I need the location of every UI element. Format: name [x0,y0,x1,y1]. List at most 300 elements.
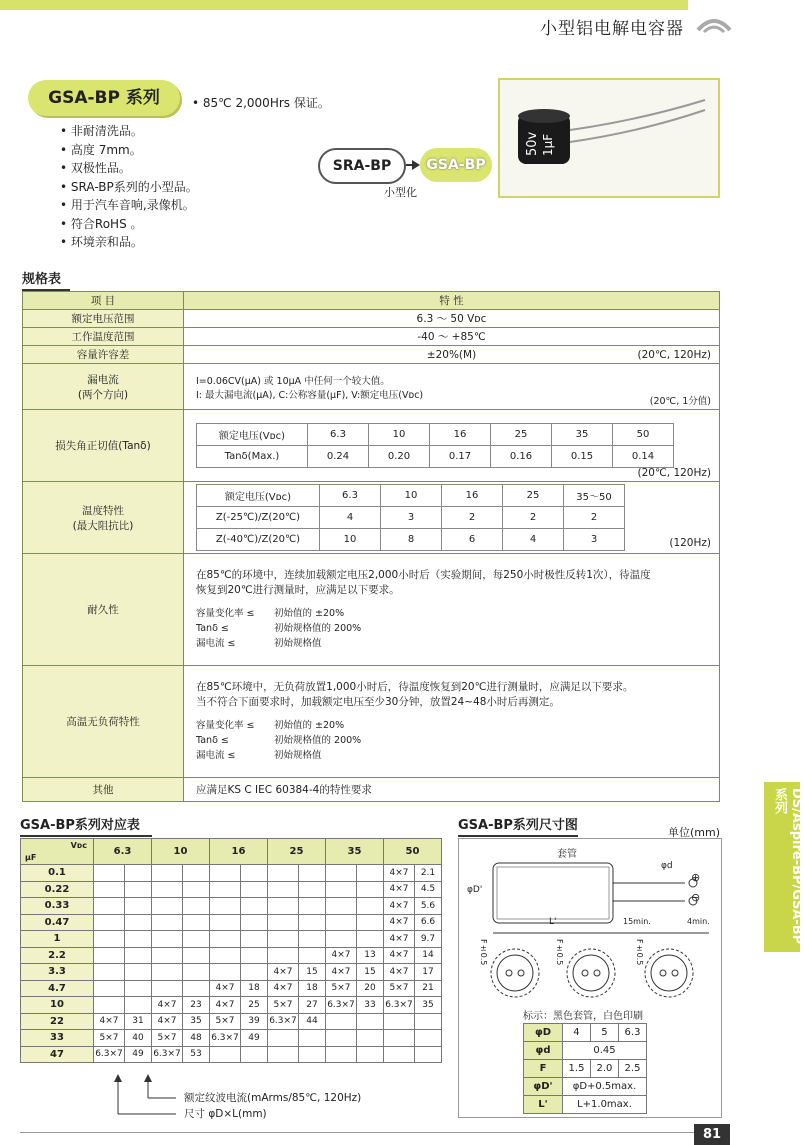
ct-size [326,898,357,915]
crit-value: 初始规格值 [274,750,322,761]
spec-heading: 规格表 [22,268,70,291]
spec-label [23,364,184,410]
ct-row [21,1046,442,1063]
ct-size [94,931,125,948]
ct-ripple [357,865,384,882]
ct-size [326,865,357,882]
ct-ripple [241,865,268,882]
ct-size: 4×7 [326,947,357,964]
crit-label: 容量变化率 ≤ [196,720,255,731]
F-label: F±0.5 [555,939,564,966]
ct-ripple [357,914,384,931]
ct-size: 4×7 [384,947,415,964]
ct-ripple [415,1013,442,1030]
spec-value: 应满足KS C IEC 60384-4的特性要求 [184,778,720,802]
ct-size [152,931,183,948]
feature-item: • 高度 7mm。 [60,141,198,160]
crit-label: 漏电流 ≤ [196,638,236,649]
ct-ripple [415,1030,442,1047]
dims-key: φd [524,1042,563,1060]
ct-ripple [299,1046,326,1063]
ct-ripple [241,1046,268,1063]
tc-voltage: 25 [503,485,564,507]
ct-ripple [183,881,210,898]
ct-size [268,865,299,882]
tc-value: 2 [442,507,503,529]
ct-uf: 22 [21,1013,94,1030]
dims-key: φD' [524,1078,563,1096]
ct-size [152,964,183,981]
ct-size: 5×7 [326,980,357,997]
plus-icon: ⊕ [691,871,701,884]
spec-col2: 特 性 [184,292,720,310]
spec-table-wrap [22,291,720,802]
tan-voltage: 16 [430,424,491,446]
ct-size: 6.3×7 [268,1013,299,1030]
spec-value: -40 ～ +85℃ [184,328,720,346]
crit-label: Tanδ ≤ [196,623,229,634]
tan-table [196,423,674,468]
tan-value: 0.24 [308,446,369,468]
arrow-icon [412,160,420,170]
tan-head: 额定电压(Vᴅᴄ) [197,424,308,446]
ct-size: 5×7 [210,1013,241,1030]
ct-size [210,964,241,981]
ct-size [94,881,125,898]
ct-size [326,914,357,931]
tc-voltage: 6.3 [320,485,381,507]
spec-line: I: 最大漏电流(μA), C:公称容量(μF), V:额定电压(Vᴅᴄ) [196,389,424,401]
ct-ripple: 17 [415,964,442,981]
side-tab-label: DS/Aspire-BP/GSA-BP 系列 [772,788,804,945]
minus-icon: ⊖ [691,891,701,904]
dims-value: 2.0 [590,1060,618,1078]
tan-voltage: 10 [369,424,430,446]
tc-value: 2 [503,507,564,529]
spec-value-cell [184,554,720,666]
dims-value: L+1.0max. [563,1096,647,1114]
ct-ripple: 35 [415,997,442,1014]
ct-ripple: 39 [241,1013,268,1030]
ct-ripple [241,898,268,915]
ct-row [21,914,442,931]
tc-voltage: 10 [381,485,442,507]
ct-ripple [183,898,210,915]
dims-table-wrap [523,1023,647,1114]
ct-ripple: 14 [415,947,442,964]
tan-row-label: Tanδ(Max.) [197,446,308,468]
ct-size [384,1013,415,1030]
ct-ripple [183,865,210,882]
ct-ripple: 23 [183,997,210,1014]
dims-row [524,1024,647,1042]
ct-voltage: 50 [384,839,442,865]
spec-value-cell [184,346,720,364]
ct-ripple: 33 [357,997,384,1014]
spec-label: 耐久性 [23,554,184,666]
spec-value: ±20%(M) [426,348,477,361]
ct-ripple [241,964,268,981]
ct-ripple [183,947,210,964]
ct-ripple [125,980,152,997]
ct-ripple: 31 [125,1013,152,1030]
ct-size [326,1013,357,1030]
ct-row [21,931,442,948]
ct-size [94,947,125,964]
ct-ripple [299,1030,326,1047]
crit-label: 漏电流 ≤ [196,750,236,761]
tan-value: 0.17 [430,446,491,468]
ct-size [94,980,125,997]
ct-uf: 0.47 [21,914,94,931]
ct-size: 4×7 [268,980,299,997]
tc-value: 10 [320,529,381,551]
ct-ripple: 6.6 [415,914,442,931]
ct-voltage: 10 [152,839,210,865]
dims-key: F [524,1060,563,1078]
ct-ripple [125,947,152,964]
tc-value: 2 [564,507,625,529]
dims-table [523,1023,647,1114]
ct-voltage: 25 [268,839,326,865]
crit-value: 初始值的 ±20% [274,720,345,731]
spec-label: 工作温度范围 [23,328,184,346]
spec-line: 恢复到20℃进行测量时，应满足以下要求。 [196,584,400,596]
ct-note-ripple: 额定纹波电流(mArms/85℃, 120Hz) [184,1092,362,1104]
ct-size: 4×7 [268,964,299,981]
dims-value: 4 [563,1024,591,1042]
ct-ripple [299,931,326,948]
ct-uf: 10 [21,997,94,1014]
ct-ripple: 15 [357,964,384,981]
feature-list [60,122,198,252]
ct-ripple [125,865,152,882]
spec-label: 高温无负荷特性 [23,666,184,778]
crit-label: Tanδ ≤ [196,735,229,746]
ct-size [268,898,299,915]
ct-ripple: 20 [357,980,384,997]
header-bar [0,0,688,10]
ct-size [94,865,125,882]
tan-voltage: 35 [552,424,613,446]
crit-value: 初始规格值的 200% [274,735,362,746]
ct-size [210,1046,241,1063]
spec-cond: (20℃, 120Hz) [637,467,711,479]
ct-size: 4×7 [210,980,241,997]
phi-d-label: φd [661,861,673,871]
ct-size [384,1030,415,1047]
min15-label: 15min. [623,917,651,926]
tc-voltage: 35～50 [564,485,625,507]
F-label: F±0.5 [635,939,644,966]
ct-ripple [183,980,210,997]
ct-size: 6.3×7 [326,997,357,1014]
L-label: L' [549,917,557,927]
dims-value: 6.3 [618,1024,646,1042]
ct-size: 4×7 [384,914,415,931]
ct-ripple [299,914,326,931]
spec-label-line: 温度特性 [82,504,124,517]
ct-ripple [357,1030,384,1047]
tc-voltage: 16 [442,485,503,507]
tc-value: 4 [503,529,564,551]
dims-value: φD+0.5max. [563,1078,647,1096]
spec-label-line: 漏电流 [87,373,119,386]
ct-ripple: 40 [125,1030,152,1047]
ct-ripple [125,898,152,915]
ct-ripple [299,898,326,915]
ct-uf: 2.2 [21,947,94,964]
series-badge: GSA-BP 系列 [28,80,180,116]
ct-size: 4×7 [384,931,415,948]
ct-uf: 4.7 [21,980,94,997]
ct-ripple [241,914,268,931]
correspond-wrap [20,838,442,1063]
tc-head: 额定电压(Vᴅᴄ) [197,485,320,507]
ct-uf: 0.33 [21,898,94,915]
correspond-table [20,838,442,1063]
tc-value: 3 [564,529,625,551]
ct-size [326,1030,357,1047]
tan-value: 0.14 [613,446,674,468]
ct-ripple [183,914,210,931]
phi-D-label: φD' [467,885,483,895]
spec-label [23,482,184,554]
spec-value-cell [184,482,720,554]
ct-row [21,1013,442,1030]
tc-row-label: Z(-40℃)/Z(20℃) [197,529,320,551]
spec-label: 其他 [23,778,184,802]
spec-label: 额定电压范围 [23,310,184,328]
ct-size [268,881,299,898]
spec-cond: (120Hz) [669,537,711,549]
ct-size [384,1046,415,1063]
corner-uf: μF [25,853,37,862]
ct-ripple: 49 [125,1046,152,1063]
ct-ripple [125,881,152,898]
tan-value: 0.15 [552,446,613,468]
flow-label: 小型化 [384,186,417,199]
ct-size [210,898,241,915]
dims-value: 5 [590,1024,618,1042]
tan-voltage: 50 [613,424,674,446]
flow-to: GSA-BP [420,148,492,182]
ct-size [94,914,125,931]
ct-ripple [241,881,268,898]
feature-item: • 非耐清洗品。 [60,122,198,141]
ct-row [21,980,442,997]
tc-value: 3 [381,507,442,529]
ct-ripple [299,947,326,964]
ct-ripple [125,964,152,981]
spec-value-cell [184,364,720,410]
ct-size: 4×7 [384,964,415,981]
dims-row [524,1042,647,1060]
samyoung-logo [694,10,734,40]
tc-value: 6 [442,529,503,551]
ct-size: 4×7 [384,898,415,915]
ct-ripple: 27 [299,997,326,1014]
ct-size: 4×7 [384,865,415,882]
ct-ripple: 49 [241,1030,268,1047]
ct-uf: 0.22 [21,881,94,898]
tan-value: 0.20 [369,446,430,468]
ct-ripple [183,964,210,981]
ct-row [21,881,442,898]
capacitor-photo [498,78,720,198]
ct-size: 4×7 [152,1013,183,1030]
ct-size [152,914,183,931]
spec-label-line: (两个方向) [77,388,129,401]
photo-marking: 1μF [541,133,555,156]
ct-ripple [183,931,210,948]
crit-label: 容量变化率 ≤ [196,608,255,619]
ct-size: 6.3×7 [152,1046,183,1063]
dims-key: φD [524,1024,563,1042]
ct-size: 4×7 [326,964,357,981]
corner-cell [21,839,94,865]
ct-size: 5×7 [384,980,415,997]
ct-size [210,931,241,948]
marking-note: 标示：黑色套管，白色印刷 [523,1011,643,1022]
ct-size [326,881,357,898]
ct-size [152,898,183,915]
spec-label-line: (最大阻抗比) [72,519,134,532]
feature-item: • 符合RoHS 。 [60,215,198,234]
ct-row [21,1030,442,1047]
ct-voltage: 35 [326,839,384,865]
tc-row-label: Z(-25℃)/Z(20℃) [197,507,320,529]
crit-value: 初始规格值的 200% [274,623,362,634]
ct-uf: 0.1 [21,865,94,882]
spec-label: 损失角正切值(Tanδ) [23,410,184,482]
ct-row [21,898,442,915]
dims-key: L' [524,1096,563,1114]
spec-line: I=0.06CV(μA) 或 10μA 中任何一个较大值。 [196,375,390,387]
feature-item: • 环境亲和品。 [60,233,198,252]
dims-value: 0.45 [563,1042,647,1060]
ct-size [268,931,299,948]
ct-ripple [125,931,152,948]
ct-ripple: 25 [241,997,268,1014]
tan-voltage: 6.3 [308,424,369,446]
ct-size [326,1046,357,1063]
ct-size [268,914,299,931]
tan-value: 0.16 [491,446,552,468]
ct-size: 5×7 [94,1030,125,1047]
ct-size: 6.3×7 [94,1046,125,1063]
ct-size: 4×7 [210,997,241,1014]
page-number: 81 [694,1124,730,1145]
ct-ripple: 35 [183,1013,210,1030]
spec-table [22,291,720,802]
ct-ripple [241,931,268,948]
ct-size: 5×7 [268,997,299,1014]
tan-voltage: 25 [491,424,552,446]
crit-value: 初始规格值 [274,638,322,649]
ct-row [21,964,442,981]
dims-box [458,838,722,1118]
sleeve-label: 套管 [557,849,577,860]
ct-ripple [241,947,268,964]
ct-voltage: 16 [210,839,268,865]
ct-uf: 1 [21,931,94,948]
ct-ripple [357,898,384,915]
ct-row [21,947,442,964]
dims-row [524,1078,647,1096]
ct-uf: 47 [21,1046,94,1063]
ct-ripple [357,881,384,898]
flow-from: SRA-BP [318,148,406,184]
spec-label: 容量许容差 [23,346,184,364]
ct-size [268,1046,299,1063]
ct-ripple: 4.5 [415,881,442,898]
ct-size [326,931,357,948]
ct-ripple [357,931,384,948]
ct-size [152,980,183,997]
min4-label: 4min. [687,917,710,926]
page-title: 小型铝电解电容器 [540,19,684,39]
ct-note-size: 尺寸 φD×L(mm) [184,1108,267,1120]
ct-ripple: 18 [299,980,326,997]
dims-heading: GSA-BP系列尺寸图 [458,814,578,837]
ct-ripple [299,865,326,882]
ct-size [210,914,241,931]
side-tab [764,782,804,952]
spec-line: 在85℃环境中，无负荷放置1,000小时后，待温度恢复到20℃进行测量时，应满足以下要求。 [196,681,634,693]
spec-cond: (20℃, 1分值) [649,396,711,407]
spec-value-cell [184,410,720,482]
corner-v: Vᴅᴄ [70,841,87,850]
ct-ripple: 48 [183,1030,210,1047]
spec-value-cell [184,666,720,778]
ct-ripple [415,1046,442,1063]
ct-size [210,947,241,964]
tempchar-table [196,484,625,551]
ct-ripple: 53 [183,1046,210,1063]
ct-uf: 33 [21,1030,94,1047]
feature-item: • 用于汽车音响,录像机。 [60,196,198,215]
dims-unit: 单位(mm) [668,826,721,839]
ct-size [152,865,183,882]
ct-uf: 3.3 [21,964,94,981]
ct-ripple: 13 [357,947,384,964]
feature-item: • 双极性品。 [60,159,198,178]
ct-ripple: 15 [299,964,326,981]
ct-size [94,898,125,915]
ct-size [210,881,241,898]
series-note: • 85℃ 2,000Hrs 保证。 [192,96,330,110]
dims-value: 1.5 [563,1060,591,1078]
correspond-heading: GSA-BP系列对应表 [20,814,152,837]
ct-size: 6.3×7 [384,997,415,1014]
footer-rule [20,1132,694,1133]
spec-line: 当不符合下面要求时，加载额定电压至少30分钟，放置24~48小时后再测定。 [196,696,560,708]
ct-size [268,1030,299,1047]
ct-ripple: 2.1 [415,865,442,882]
ct-size: 4×7 [94,1013,125,1030]
ct-size [94,964,125,981]
ct-ripple: 18 [241,980,268,997]
ct-ripple [125,914,152,931]
ct-ripple [125,997,152,1014]
ct-size [152,947,183,964]
ct-size [210,865,241,882]
ct-size: 4×7 [152,997,183,1014]
spec-line: 在85℃的环境中，连续加载额定电压2,000小时后（实验期间，每250小时极性反转1次），待温度 [196,569,651,581]
ct-voltage: 6.3 [94,839,152,865]
ct-ripple: 5.6 [415,898,442,915]
